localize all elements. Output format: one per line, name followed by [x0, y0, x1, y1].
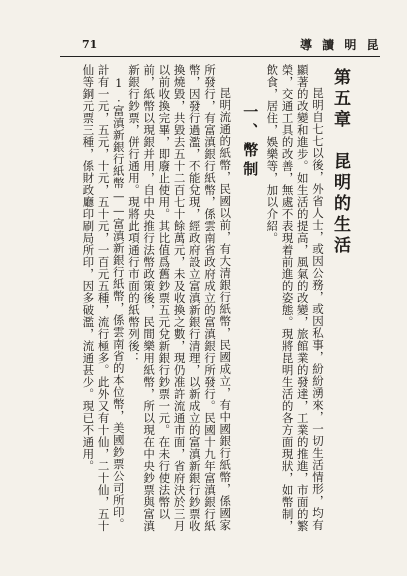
- page-number: 71: [82, 38, 98, 51]
- section-title: 一、幣制: [241, 104, 260, 180]
- vertical-text-body: [55, 64, 355, 534]
- list-item: 1.富滇新銀行紙幣——富滇新銀行紙幣，係雲南省的本位幣，美國鈔票公司所印。計有一元，五元，十元，五十元，一百元五種，流行極多。此外又有十仙，二十仙，五十仙等銅元票三種，係財政廳印刷局所印，因多破濫，流通甚少。現已不通用。: [81, 64, 126, 532]
- chapter-title: 第五章 昆明的生活: [330, 68, 350, 257]
- section-paragraph: 昆明流通的紙幣，民國以前，有大清銀行紙幣，民國成立，有中國銀行紙幣，係國家所發行，有富滇銀行紙幣，係雲南省政府成立的富滇銀行所發行。民國十九年富滇銀行紙幣，因發行過濫，不能兌現，經政府設立富滇新銀行清理，以新成立的富滇新銀行鈔票收換燒毀，共毀去五十二百七十餘萬元，未及收換之數，現仍准許流通市面，省府決於三月以前收換完畢，即廢止使用。其比值爲舊鈔票五元兌新銀行鈔票一元。在未行使法幣以前，紙幣以現銀并用，自中央推行法幣政策後，民間樂用紙幣，所以現在中央鈔票與富滇新銀行鈔票，併行通用。現將此項通行市面的紙幣列後：: [126, 64, 233, 532]
- running-header: 導 讀 明 昆: [300, 38, 382, 52]
- intro-paragraph: 昆明自七七以後，外省人士，或因公務，或因私事，紛紛湧來，一切生活情形，均有顯著的改變和進步。如生活的提高，風氣的改變，旅館業的發達，工業的推進，市面的繁榮，交通工具的改善，無處不表現着前進的姿態。現將昆明生活的各方面現狀，如幣制，飲食，居住，娛樂等，加以介紹。: [265, 64, 325, 532]
